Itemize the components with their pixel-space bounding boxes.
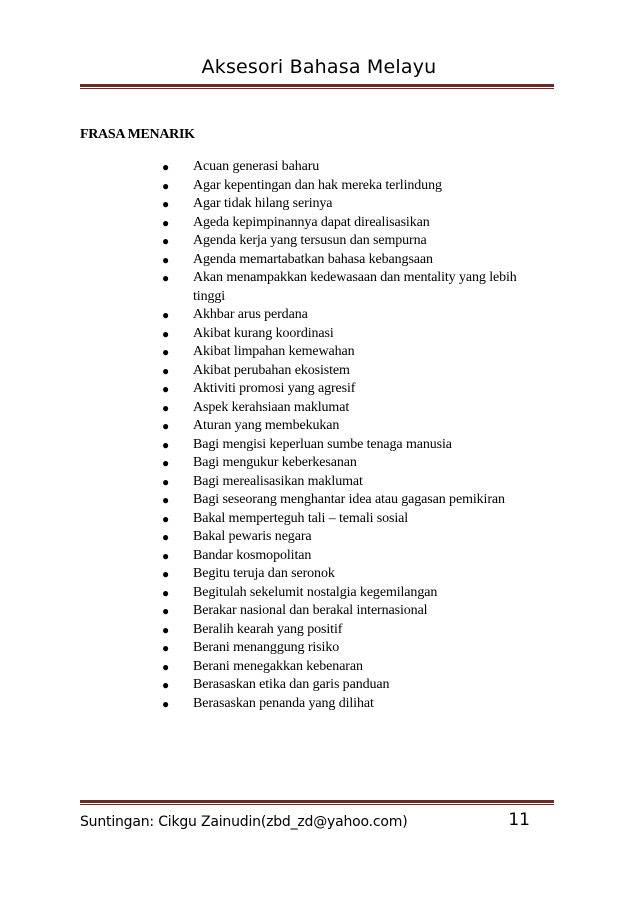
list-item-text: Berasaskan etika dan garis panduan — [193, 677, 390, 692]
list-item — [162, 584, 538, 603]
list-item-text: Berani menegakkan kebenaran — [193, 658, 363, 674]
list-item-text: Begitu teruja dan seronok — [193, 566, 335, 581]
list-item-text: Berasaskan penanda yang dilihat — [193, 695, 374, 711]
footer-rule — [80, 800, 554, 805]
list-item — [162, 436, 538, 455]
list-item — [162, 473, 538, 492]
list-item — [162, 362, 538, 381]
list-item-text: Berakar nasional dan berakal internasional — [193, 603, 428, 618]
list-item — [162, 251, 538, 270]
bullet-icon: ● — [162, 178, 170, 193]
list-item-text: Akibat kurang koordinasi — [193, 325, 334, 341]
list-item-text: Berani menanggung risiko — [193, 640, 340, 655]
list-item — [162, 510, 538, 529]
bullet-icon: ● — [162, 419, 170, 433]
bullet-icon: ● — [162, 493, 170, 507]
bullet-icon: ● — [162, 382, 170, 396]
bullet-icon: ● — [162, 474, 170, 489]
list-item-text: Agenda kerja yang tersusun dan sempurna — [193, 233, 427, 248]
list-item-text: Aktiviti promosi yang agresif — [193, 381, 356, 396]
bullet-icon: ● — [162, 696, 170, 711]
list-item-text: Akan menampakkan kedewasaan dan mentality yang lebih tinggi — [193, 270, 517, 304]
list-item — [162, 232, 538, 251]
phrase-list — [162, 158, 538, 713]
header-rule — [80, 84, 554, 89]
bullet-icon: ● — [162, 271, 170, 285]
list-item — [162, 454, 538, 473]
bullet-icon: ● — [162, 641, 170, 655]
bullet-icon: ● — [162, 363, 170, 378]
bullet-icon: ● — [162, 252, 170, 267]
bullet-icon: ● — [162, 567, 170, 581]
list-item — [162, 528, 538, 547]
bullet-icon: ● — [162, 604, 170, 618]
list-item — [162, 214, 538, 233]
bullet-icon: ● — [162, 511, 170, 526]
bullet-icon: ● — [162, 659, 170, 674]
list-item — [162, 417, 538, 436]
bullet-icon: ● — [162, 437, 170, 452]
list-item-text: Bandar kosmopolitan — [193, 547, 312, 563]
section-heading: FRASA MENARIK — [80, 127, 195, 142]
list-item — [162, 195, 538, 214]
list-item-text: Bagi seseorang menghantar idea atau gagasan pemikiran — [193, 492, 505, 507]
list-item-text: Agenda memartabatkan bahasa kebangsaan — [193, 251, 433, 267]
bullet-icon: ● — [162, 678, 170, 692]
list-item-text: Akibat limpahan kemewahan — [193, 344, 355, 359]
bullet-icon: ● — [162, 345, 170, 359]
bullet-icon: ● — [162, 585, 170, 600]
list-item — [162, 306, 538, 325]
bullet-icon: ● — [162, 400, 170, 415]
bullet-icon: ● — [162, 456, 170, 470]
list-item-text: Aspek kerahsiaan maklumat — [193, 399, 350, 415]
list-item-text: Ageda kepimpinannya dapat direalisasikan — [193, 214, 430, 230]
list-item-text: Bakal pewaris negara — [193, 529, 312, 544]
list-item-text: Bakal memperteguh tali – temali sosial — [193, 510, 409, 526]
list-item — [162, 676, 538, 695]
bullet-icon: ● — [162, 548, 170, 563]
list-item — [162, 491, 538, 510]
list-item — [162, 621, 538, 640]
list-item — [162, 325, 538, 344]
list-item-text: Agar kepentingan dan hak mereka terlindung — [193, 177, 442, 193]
list-item-text: Begitulah sekelumit nostalgia kegemilangan — [193, 584, 438, 600]
page-number: 11 — [508, 810, 530, 830]
list-item — [162, 269, 538, 306]
bullet-icon: ● — [162, 326, 170, 341]
list-item-text: Aturan yang membekukan — [193, 418, 340, 433]
list-item-text: Agar tidak hilang serinya — [193, 196, 333, 211]
bullet-icon: ● — [162, 530, 170, 544]
list-item-text: Bagi mengisi keperluan sumbe tenaga manusia — [193, 436, 452, 452]
list-item — [162, 602, 538, 621]
page-header-title: Aksesori Bahasa Melayu — [201, 56, 437, 78]
list-item — [162, 639, 538, 658]
bullet-icon: ● — [162, 215, 170, 230]
bullet-icon: ● — [162, 622, 170, 637]
list-item — [162, 343, 538, 362]
list-item — [162, 158, 538, 177]
list-item — [162, 547, 538, 566]
bullet-icon: ● — [162, 197, 170, 211]
footer-credit: Suntingan: Cikgu Zainudin(zbd_zd@yahoo.com) — [80, 814, 408, 830]
list-item — [162, 177, 538, 196]
list-item — [162, 695, 538, 714]
list-item-text: Akhbar arus perdana — [193, 307, 308, 322]
bullet-icon: ● — [162, 234, 170, 248]
list-item-text: Akibat perubahan ekosistem — [193, 362, 350, 378]
list-item-text: Beralih kearah yang positif — [193, 621, 343, 637]
list-item-text: Bagi merealisasikan maklumat — [193, 473, 363, 489]
list-item — [162, 380, 538, 399]
list-item — [162, 565, 538, 584]
bullet-icon: ● — [162, 308, 170, 322]
list-item — [162, 399, 538, 418]
bullet-icon: ● — [162, 160, 170, 174]
list-item — [162, 658, 538, 677]
list-item-text: Acuan generasi baharu — [193, 159, 320, 174]
list-item-text: Bagi mengukur keberkesanan — [193, 455, 357, 470]
